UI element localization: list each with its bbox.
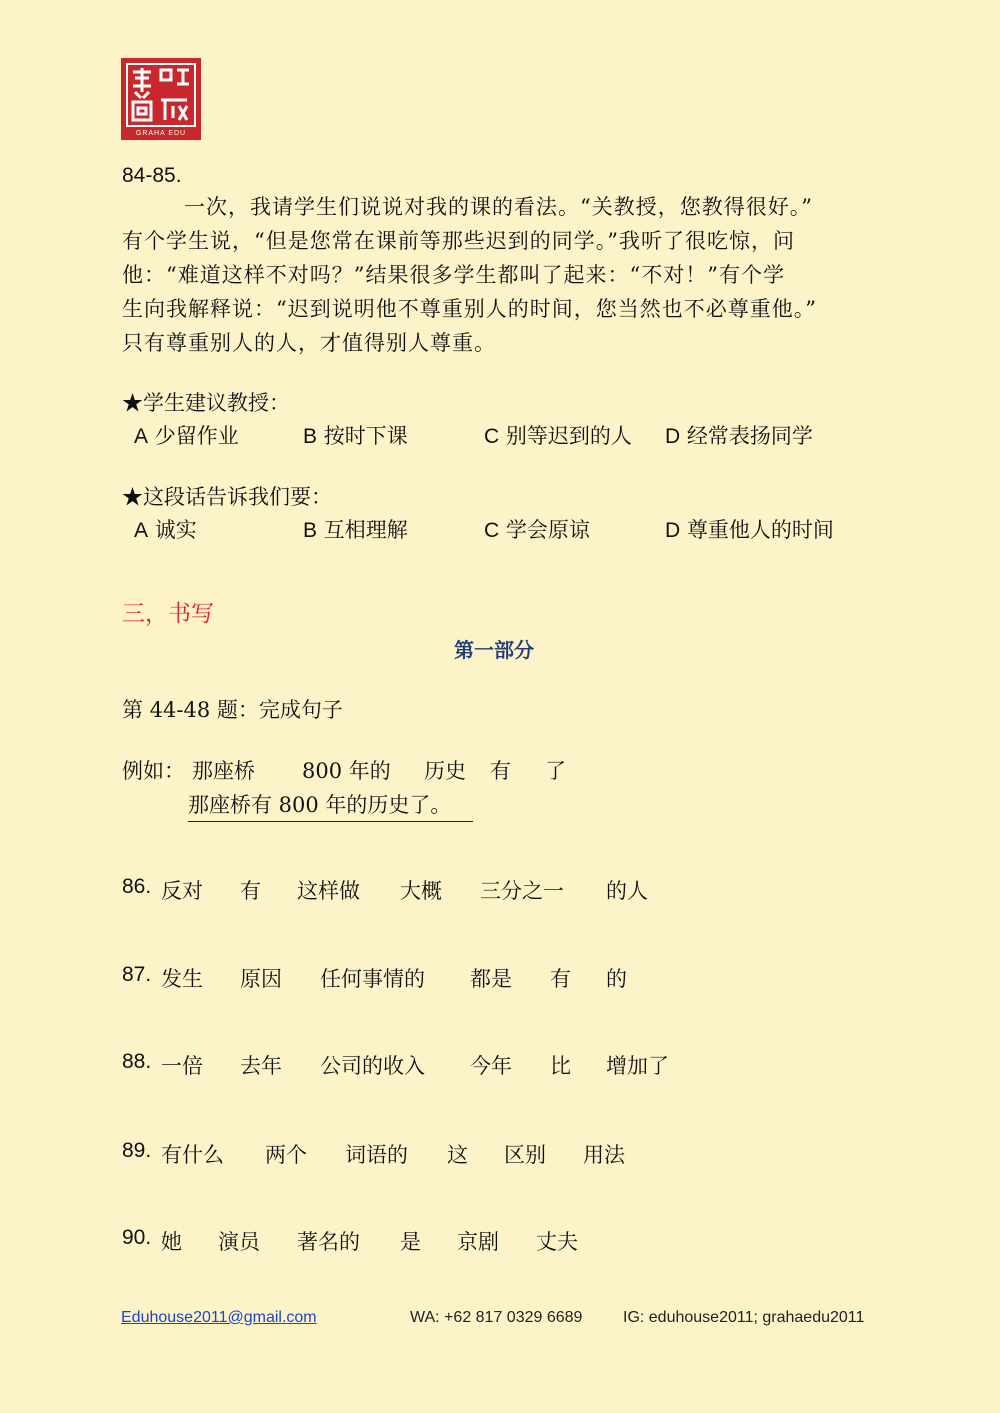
- option-d[interactable]: [665, 420, 813, 450]
- item-number: 89.: [122, 1139, 152, 1162]
- example-word: 有: [490, 759, 511, 783]
- passage-line: 生向我解释说：“迟到说明他不尊重别人的时间，您当然也不必尊重他。”: [122, 297, 817, 321]
- option-b[interactable]: [303, 514, 408, 544]
- word-tile: 的: [606, 967, 627, 991]
- logo-caption: GRAHA EDU: [135, 130, 187, 137]
- word-tile: 大概: [400, 879, 442, 903]
- item-number: 90.: [122, 1226, 152, 1249]
- option-text: 学会原谅: [505, 518, 590, 542]
- option-text: 少留作业: [154, 424, 239, 448]
- item-number: 87.: [122, 963, 152, 986]
- word-tile: 有什么: [161, 1143, 224, 1167]
- word-tile: 今年: [470, 1054, 512, 1078]
- word-tile: 区别: [504, 1143, 546, 1167]
- word-tile: 原因: [240, 967, 282, 991]
- instruction: 第 44-48 题：完成句子: [122, 698, 343, 722]
- word-tile: 公司的收入: [320, 1054, 425, 1078]
- question-number-84-85: 84-85.: [122, 164, 182, 187]
- option-letter: A: [134, 425, 149, 448]
- example-word: 800 年的: [302, 759, 391, 783]
- word-tile: 增加了: [606, 1054, 669, 1078]
- passage-line: 只有尊重别人的人，才值得别人尊重。: [122, 331, 496, 355]
- word-tile: 著名的: [297, 1230, 360, 1254]
- option-c[interactable]: [484, 420, 632, 450]
- word-tile: 这: [447, 1143, 468, 1167]
- option-c[interactable]: [484, 514, 590, 544]
- section-title: 三，书写: [122, 601, 214, 627]
- word-tile: 反对: [161, 879, 203, 903]
- option-letter: A: [134, 519, 149, 542]
- option-letter: D: [665, 425, 681, 448]
- word-tile: 这样做: [297, 879, 360, 903]
- word-tile: 去年: [240, 1054, 282, 1078]
- word-tile: 两个: [265, 1143, 307, 1167]
- option-a[interactable]: [134, 420, 239, 450]
- part-title: 第一部分: [454, 638, 534, 662]
- option-d[interactable]: [665, 514, 834, 544]
- question-prompt: ★这段话告诉我们要：: [122, 485, 332, 509]
- option-text: 互相理解: [323, 518, 408, 542]
- word-tile: 发生: [161, 967, 203, 991]
- word-tile: 演员: [218, 1230, 260, 1254]
- word-tile: 是: [400, 1230, 421, 1254]
- word-tile: 词语的: [345, 1143, 408, 1167]
- example-label: 例如：: [122, 759, 185, 783]
- option-letter: B: [303, 425, 318, 448]
- word-tile: 京剧: [457, 1230, 499, 1254]
- graha-edu-logo: [121, 58, 201, 140]
- option-text: 别等迟到的人: [505, 424, 632, 448]
- email-link[interactable]: Eduhouse2011@gmail.com: [121, 1309, 317, 1326]
- word-tile: 她: [161, 1230, 182, 1254]
- option-letter: C: [484, 519, 500, 542]
- item-number: 88.: [122, 1050, 152, 1073]
- passage-line: 他：“难道这样不对吗？”结果很多学生都叫了起来：“不对！”有个学: [122, 263, 785, 287]
- example-word: 那座桥: [192, 759, 255, 783]
- option-a[interactable]: [134, 514, 197, 544]
- passage-line: 有个学生说，“但是您常在课前等那些迟到的同学。”我听了很吃惊，问: [122, 229, 795, 253]
- word-tile: 比: [550, 1054, 571, 1078]
- reading-passage: [122, 190, 902, 360]
- option-text: 按时下课: [323, 424, 408, 448]
- option-letter: D: [665, 519, 681, 542]
- word-tile: 一倍: [161, 1054, 203, 1078]
- word-tile: 有: [240, 879, 261, 903]
- word-tile: 任何事情的: [320, 967, 425, 991]
- word-tile: 三分之一: [480, 879, 564, 903]
- word-tile: 都是: [470, 967, 512, 991]
- word-tile: 的人: [606, 879, 648, 903]
- example-word: 历史: [424, 759, 466, 783]
- word-tile: 有: [550, 967, 571, 991]
- option-text: 尊重他人的时间: [686, 518, 834, 542]
- whatsapp-contact: WA: +62 817 0329 6689: [410, 1309, 583, 1326]
- example-word: 了: [545, 759, 566, 783]
- instagram-contact: IG: eduhouse2011; grahaedu2011: [623, 1309, 865, 1326]
- option-text: 诚实: [154, 518, 197, 542]
- question-prompt: ★学生建议教授：: [122, 391, 290, 415]
- word-tile: 丈夫: [536, 1230, 578, 1254]
- option-letter: B: [303, 519, 318, 542]
- passage-line: 一次，我请学生们说说对我的课的看法。“关教授，您教得很好。”: [184, 195, 813, 219]
- item-number: 86.: [122, 875, 152, 898]
- option-letter: C: [484, 425, 500, 448]
- example-answer: 那座桥有 800 年的历史了。: [188, 789, 473, 822]
- option-b[interactable]: [303, 420, 408, 450]
- word-tile: 用法: [583, 1143, 625, 1167]
- option-text: 经常表扬同学: [686, 424, 813, 448]
